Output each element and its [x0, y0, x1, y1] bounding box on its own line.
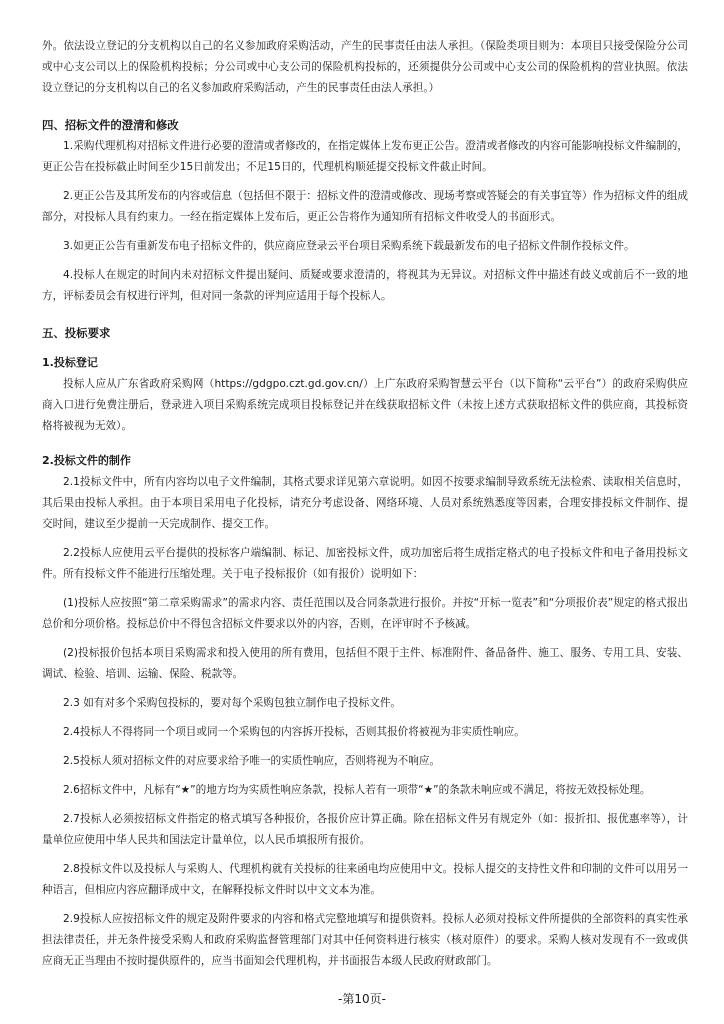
paragraph-2-2-2: (2)投标报价包括本项目采购需求和投入使用的所有费用，包括但不限于主件、标准附件、备品备件、施工、服务、专用工具、安装、调试、检验、培训、运输、保险、税款等。 [42, 647, 688, 680]
paragraph-2-6: 2.6招标文件中，凡标有“★”的地方均为实质性响应条款，投标人若有一项带“★”的条款未响应或不满足，将按无效投标处理。 [63, 784, 651, 796]
paragraph-4-4: 4.投标人在规定的时间内未对招标文件提出疑问、质疑或要求澄清的，将视其为无异议。对招标文件中描述有歧义或前后不一致的地方，评标委员会有权进行评判，但对同一条款的评判应适用于每个投标人。 [42, 269, 688, 302]
section-heading-5: 五、投标要求 [42, 326, 111, 340]
subsection-heading-5-1: 1.投标登记 [42, 356, 98, 369]
paragraph-2-5: 2.5投标人须对招标文件的对应要求给予唯一的实质性响应，否则将视为不响应。 [63, 755, 441, 767]
paragraph-2-3: 2.3 如有对多个采购包投标的，要对每个采购包独立制作电子投标文件。 [63, 697, 402, 709]
paragraph-4-2: 2.更正公告及其所发布的内容或信息（包括但不限于：招标文件的澄清或修改、现场考察或答疑会的有关事宜等）作为招标文件的组成部分，对投标人具有约束力。一经在指定媒体上发布后，更正公告将作为通知所有招标文件收受人的书面形式。 [42, 190, 688, 223]
subsection-heading-5-2: 2.投标文件的制作 [42, 454, 131, 467]
page-number: -第10页- [338, 992, 386, 1006]
paragraph-2-2: 2.2投标人应使用云平台提供的投标客户端编制、标记、加密投标文件，成功加密后将生成指定格式的电子投标文件和电子备用投标文件。所有投标文件不能进行压缩处理。关于电子投标报价（如有报价）说明如下： [42, 547, 688, 580]
section-heading-4: 四、招标文件的澄清和修改 [42, 118, 179, 132]
paragraph-2-1: 2.1投标文件中，所有内容均以电子文件编制，其格式要求详见第六章说明。如因不按要求编制导致系统无法检索、读取相关信息时，其后果由投标人承担。由于本项目采用电子化投标，请充分考虑设备、网络环境、人员对系统熟悉度等因素，合理安排投标文件制作、提交时间，建议至少提前一天完成制作、提交工作。 [42, 476, 688, 530]
paragraph-4-1: 1.采购代理机构对招标文件进行必要的澄清或者修改的，在指定媒体上发布更正公告。澄清或者修改的内容可能影响投标文件编制的，更正公告在投标截止时间至少15日前发出；不足15日的，代理机构顺延提交投标文件截止时间。 [42, 140, 688, 173]
paragraph-2-4: 2.4投标人不得将同一个项目或同一个采购包的内容拆开投标，否则其报价将被视为非实质性响应。 [63, 726, 525, 738]
document-body [42, 36, 688, 972]
paragraph-2-2-1: (1)投标人应按照“第二章采购需求”的需求内容、责任范围以及合同条款进行报价。并按“开标一览表”和“分项报价表”规定的格式报出总价和分项价格。投标总价中不得包含招标文件要求以外的内容，否则，在评审时不予核减。 [42, 597, 688, 630]
paragraph-2-7: 2.7投标人必须按招标文件指定的格式填写各种报价，各报价应计算正确。除在招标文件另有规定外（如：报折扣、报优惠率等），计量单位应使用中华人民共和国法定计量单位，以人民币填报所有报价。 [42, 813, 688, 846]
paragraph-4-3: 3.如更正公告有重新发布电子招标文件的，供应商应登录云平台项目采购系统下载最新发布的电子招标文件制作投标文件。 [63, 240, 635, 252]
paragraph-continued: 外。依法设立登记的分支机构以自己的名义参加政府采购活动，产生的民事责任由法人承担。（保险类项目则为：本项目只接受保险分公司或中心支公司以上的保险机构投标；分公司或中心支公司的保险机构投标的，还须提供分公司或中心支公司的保险机构的营业执照。依法设立登记的分支机构以自己的名义参加政府采购活动，产生的民事责任由法人承担。） [42, 40, 688, 94]
paragraph-2-8: 2.8投标文件以及投标人与采购人、代理机构就有关投标的往来函电均应使用中文。投标人提交的支持性文件和印制的文件可以用另一种语言，但相应内容应翻译成中文，在解释投标文件时以中文文本为准。 [42, 863, 688, 896]
paragraph-2-9: 2.9投标人应按招标文件的规定及附件要求的内容和格式完整地填写和提供资料。投标人必须对投标文件所提供的全部资料的真实性承担法律责任，并无条件接受采购人和政府采购监督管理部门对其中任何资料进行核实（核对原件）的要求。采购人核对发现有不一致或供应商无正当理由不按时提供原件的，应当书面知会代理机构，并书面报告本级人民政府财政部门。 [42, 913, 688, 967]
paragraph-5-1: 投标人应从广东省政府采购网（https://gdgpo.czt.gd.gov.cn/）上广东政府采购智慧云平台（以下简称“云平台”）的政府采购供应商入口进行免费注册后，登录进入项目采购系统完成项目投标登记并在线获取招标文件（未按上述方式获取招标文件的供应商，其投标资格将被视为无效）。 [42, 378, 688, 432]
